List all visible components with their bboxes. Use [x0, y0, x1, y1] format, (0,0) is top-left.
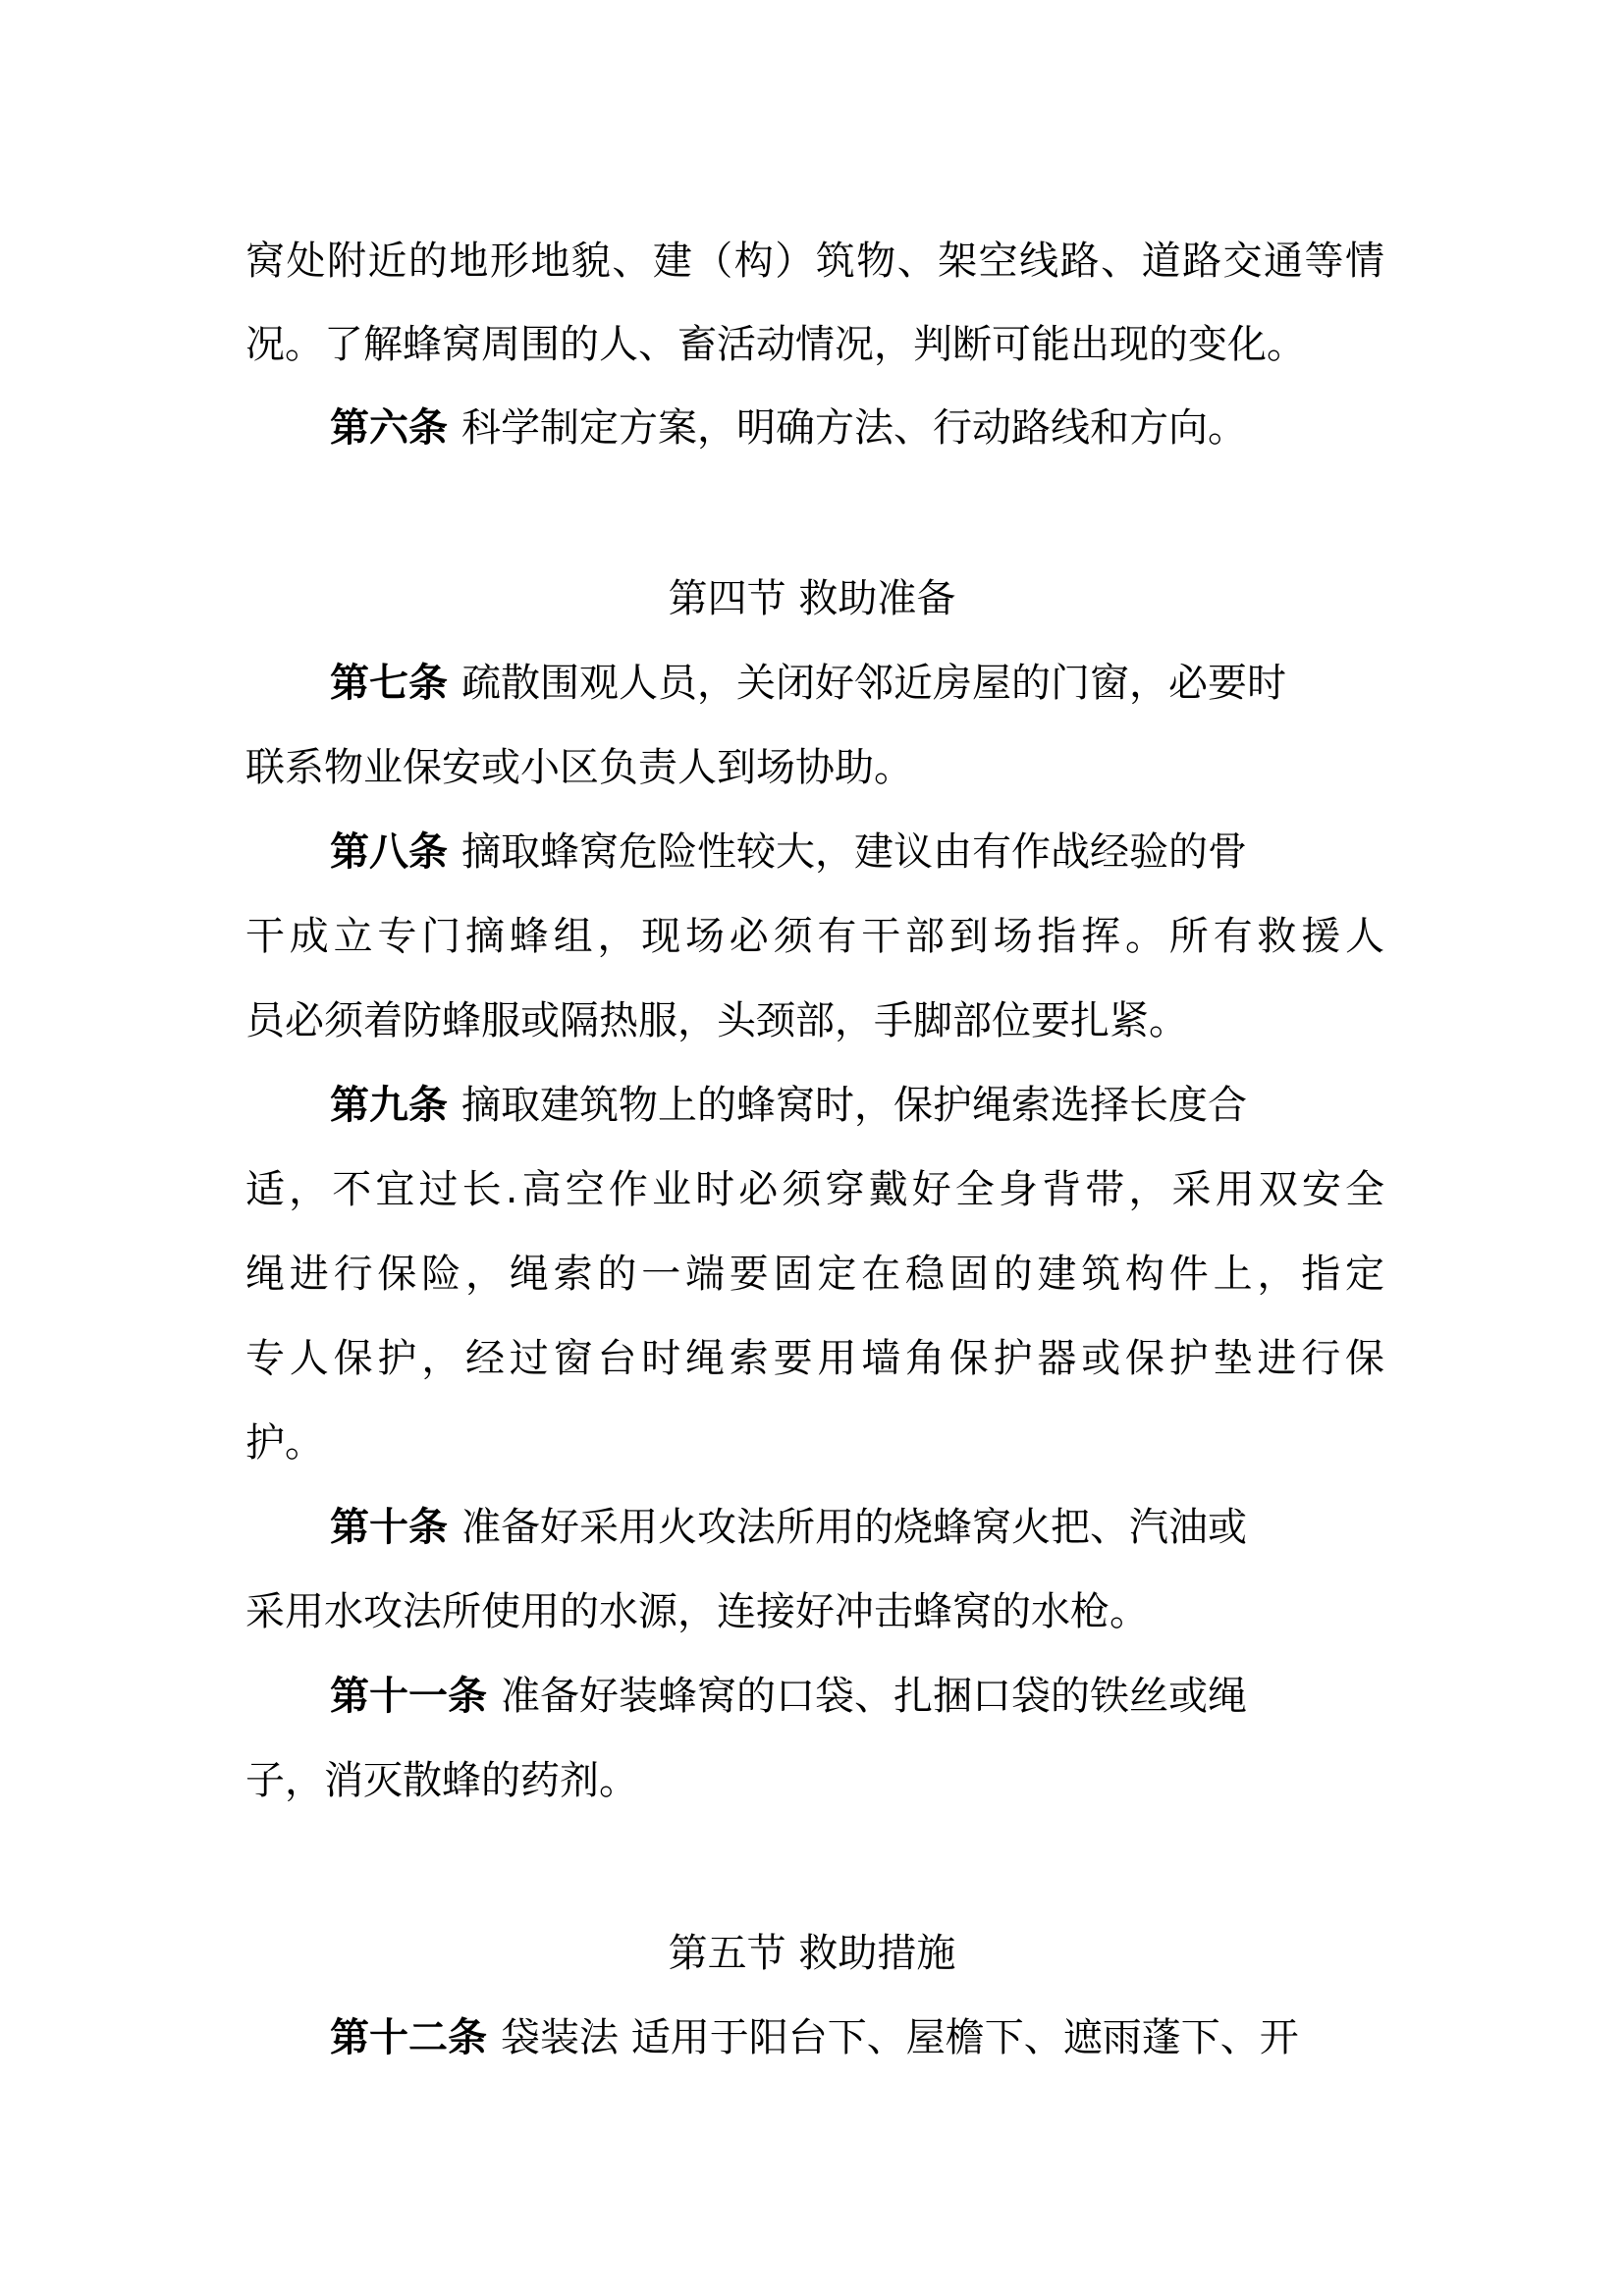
article-9 [330, 1076, 1384, 1135]
paragraph-line: 干成立专门摘蜂组，现场必须有干部到场指挥。所有救援人 [245, 914, 1384, 959]
article-label: 第十一条 [330, 1674, 487, 1719]
article-label: 第八条 [330, 829, 448, 875]
article-text: 疏散围观人员，关闭好邻近房屋的门窗，必要时 [461, 661, 1286, 706]
paragraph-line: 专人保护，经过窗台时绳索要用墙角保护器或保护垫进行保 [245, 1336, 1384, 1381]
article-label: 第六条 [330, 405, 448, 451]
section-heading: 第四节 救助准备 [668, 576, 956, 621]
paragraph-line: 窝处附近的地形地貌、建（构）筑物、架空线路、道路交通等情 [245, 239, 1384, 284]
article-text: 袋装法 适用于阳台下、屋檐下、遮雨蓬下、开 [501, 2015, 1299, 2060]
article-text: 准备好装蜂窝的口袋、扎捆口袋的铁丝或绳 [501, 1674, 1247, 1719]
paragraph-line: 况。了解蜂窝周围的人、畜活动情况，判断可能出现的变化。 [245, 322, 1306, 367]
article-11 [330, 1667, 1384, 1726]
article-6 [330, 399, 1384, 457]
article-text: 准备好采用火攻法所用的烧蜂窝火把、汽油或 [461, 1505, 1247, 1550]
article-label: 第十条 [330, 1505, 448, 1550]
article-label: 第十二条 [330, 2015, 487, 2060]
paragraph-line: 联系物业保安或小区负责人到场协助。 [245, 745, 913, 790]
article-text: 摘取蜂窝危险性较大，建议由有作战经验的骨 [461, 829, 1247, 875]
paragraph-line: 员必须着防蜂服或隔热服，头颈部，手脚部位要扎紧。 [245, 998, 1188, 1043]
article-text: 科学制定方案，明确方法、行动路线和方向。 [461, 405, 1247, 451]
paragraph-line: 护。 [245, 1420, 324, 1466]
article-label: 第七条 [330, 661, 448, 706]
article-8 [330, 823, 1384, 881]
paragraph-line: 绳进行保险，绳索的一端要固定在稳固的建筑构件上，指定 [245, 1252, 1384, 1297]
article-10 [330, 1498, 1384, 1557]
article-label: 第九条 [330, 1083, 448, 1128]
paragraph-line: 适，不宜过长.高空作业时必须穿戴好全身背带，采用双安全 [245, 1167, 1384, 1212]
article-text: 摘取建筑物上的蜂窝时，保护绳索选择长度合 [461, 1083, 1247, 1128]
section-heading: 第五节 救助措施 [668, 1931, 956, 1976]
article-7 [330, 654, 1384, 713]
paragraph-line: 子，消灭散蜂的药剂。 [245, 1758, 638, 1803]
article-12 [330, 2008, 1384, 2067]
paragraph-line: 采用水攻法所使用的水源，连接好冲击蜂窝的水枪。 [245, 1589, 1149, 1634]
